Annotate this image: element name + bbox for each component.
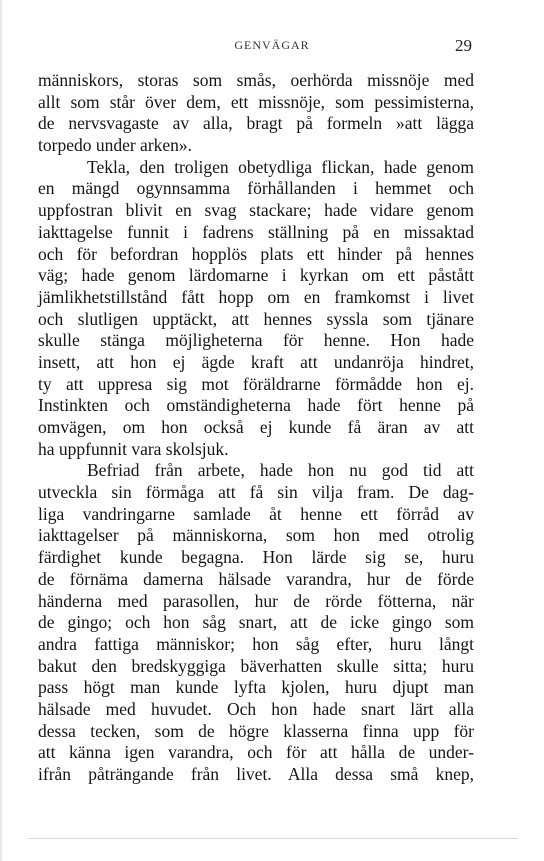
text-line: de förnäma damerna hälsade varandra, hur de förde (38, 568, 474, 589)
paragraph-end-line: torpedo under arken». (38, 135, 193, 156)
text-line: pass högt man kunde lyfta kjolen, huru djupt man (38, 677, 474, 698)
scan-edge-bottom (28, 838, 518, 839)
text-line: allt som står över dem, ett missnöje, som pessimisterna, (38, 91, 474, 112)
text-line: ifrån påträngande från livet. Alla dessa små knep, (38, 764, 474, 784)
text-line: jämlikhetstillstånd fått hopp om en framkomst i livet (38, 286, 474, 307)
text-line: Instinkten och omständigheterna hade fört henne på (38, 395, 474, 416)
page-number: 29 (455, 36, 472, 55)
running-head (0, 38, 544, 58)
text-line: de nervsvagaste av alla, bragt på formeln »att lägga (38, 113, 474, 134)
text-line: iakttagelse funnit i fadrens ställning på en missaktad (38, 221, 474, 242)
text-line: omvägen, om hon också ej kunde få äran av att (38, 417, 474, 437)
text-line: de gingo; och hon såg snart, att de icke gingo som (38, 612, 474, 633)
text-line: bakut den bredskyggiga bäverhatten skulle sitta; huru (38, 655, 474, 676)
body-text (38, 70, 474, 786)
text-line: andra fattiga människor; hon såg efter, huru långt (38, 633, 474, 654)
text-line: och för befordran hopplös plats ett hinder på hennes (38, 243, 474, 264)
text-line: färdighet kunde begagna. Hon lärde sig se, huru (38, 547, 474, 568)
text-line: liga vandringarne samlade åt henne ett förråd av (38, 503, 474, 524)
text-line: uppfostran blivit en svag stackare; hade vidare genom (38, 200, 474, 221)
text-line: iakttagelser på människorna, som hon med otrolig (38, 525, 474, 546)
scan-edge-left (0, 0, 2, 861)
paragraph-start-line: Befriad från arbete, hade hon nu god tid att (87, 460, 474, 481)
text-line: väg; hade genom lärdomarne i kyrkan om ett påstått (38, 265, 474, 286)
text-line: händerna med parasollen, hur de rörde fötterna, när (38, 590, 474, 611)
text-line: och slutligen upptäckt, att hennes syssla som tjänare (38, 308, 474, 329)
paragraph-start-line: Tekla, den troligen obetydliga flickan, hade genom (87, 156, 474, 177)
running-title: GENVÄGAR (234, 38, 310, 52)
text-line: ty att uppresa sig mot föräldrarne förmådde hon ej. (38, 373, 474, 394)
text-line: dessa tecken, som de högre klasserna finna upp för (38, 720, 474, 741)
text-line: människors, storas som smås, oerhörda missnöje med (38, 70, 474, 90)
text-line: insett, att hon ej ägde kraft att undanröja hindret, (38, 351, 474, 372)
text-line: skulle stänga möjligheterna för henne. Hon hade (38, 330, 474, 351)
text-line: att känna igen varandra, och för att hålla de under- (38, 742, 474, 763)
text-line: en mängd ogynnsamma förhållanden i hemmet och (38, 178, 474, 199)
text-line: hälsade med huvudet. Och hon hade snart lärt alla (38, 698, 474, 719)
text-line: utveckla sin förmåga att få sin vilja fram. De dag- (38, 482, 474, 503)
paragraph-end-line: ha uppfunnit vara skolsjuk. (38, 438, 229, 459)
